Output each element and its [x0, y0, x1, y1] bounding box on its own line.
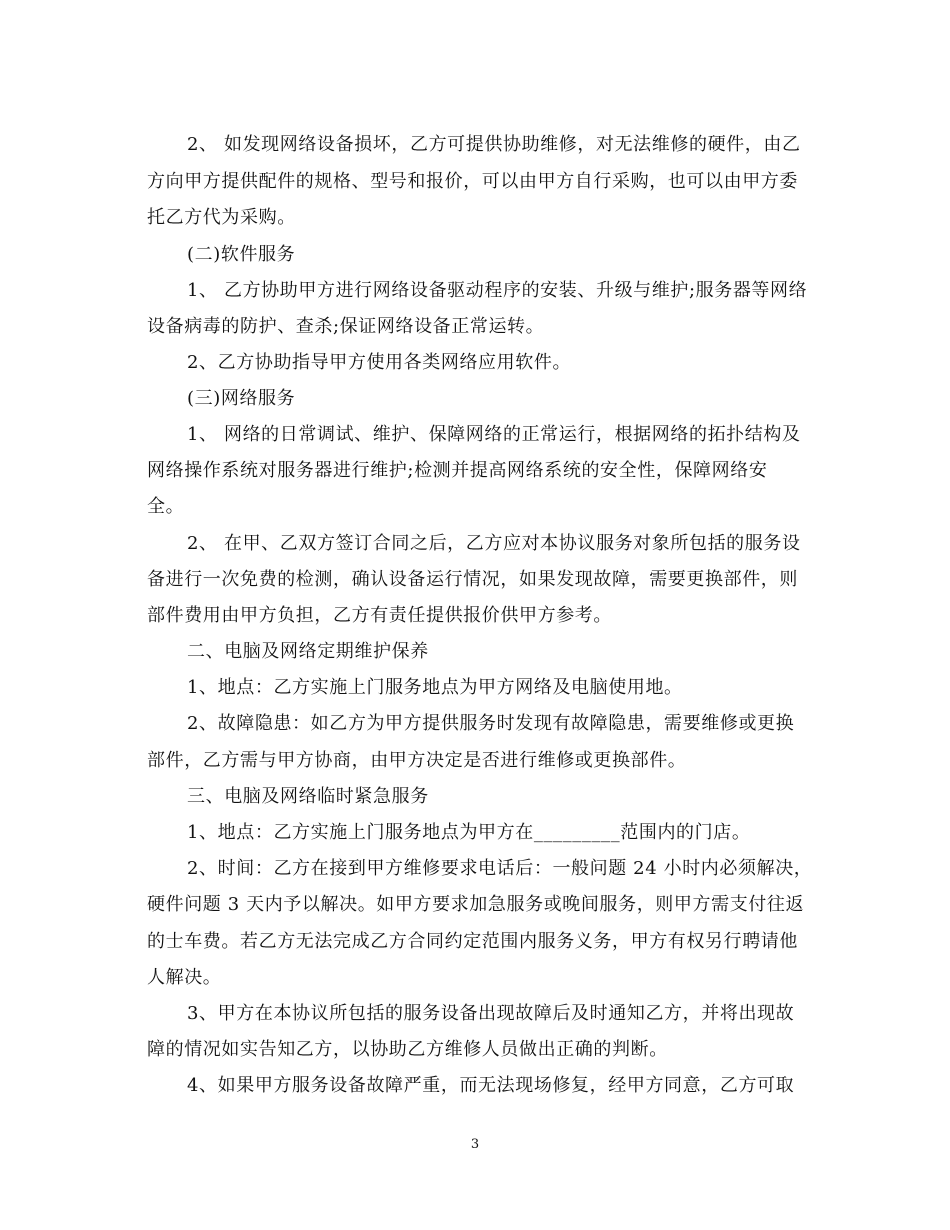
text-line: 全。: [147, 496, 185, 517]
text-line: 部件，乙方需与甲方协商，由甲方决定是否进行维修或更换部件。: [147, 750, 687, 771]
text-line: 设备病毒的防护、查杀;保证网络设备正常运转。: [147, 316, 545, 337]
text-line: 托乙方代为采购。: [147, 207, 296, 228]
text-line: 1、地点：乙方实施上门服务地点为甲方在_________范围内的门店。: [187, 822, 751, 843]
text-line: 2、乙方协助指导甲方使用各类网络应用软件。: [187, 352, 572, 373]
text-line: 方向甲方提供配件的规格、型号和报价，可以由甲方自行采购，也可以由甲方委: [147, 171, 798, 192]
section-heading: 二、电脑及网络定期维护保养: [187, 641, 429, 662]
text-line: 障的情况如实告知乙方，以协助乙方维修人员做出正确的判断。: [147, 1039, 668, 1060]
text-line: 2、故障隐患：如乙方为甲方提供服务时发现有故障隐患，需要维修或更换: [187, 713, 795, 734]
section-heading: 三、电脑及网络临时紧急服务: [187, 786, 429, 807]
page-number: 3: [470, 1137, 480, 1152]
text-line: 1、 网络的日常调试、维护、保障网络的正常运行，根据网络的拓扑结构及: [187, 424, 801, 445]
text-line: 人解决。: [147, 967, 222, 988]
text-line: 2、 如发现网络设备损坏，乙方可提供协助维修，对无法维修的硬件，由乙: [187, 134, 801, 155]
section-heading: (二)软件服务: [187, 244, 296, 265]
text-line: 3、甲方在本协议所包括的服务设备出现故障后及时通知乙方，并将出现故: [187, 1003, 795, 1024]
text-line: 硬件问题 3 天内予以解决。如甲方要求加急服务或晚间服务，则甲方需支付往返: [147, 894, 805, 915]
text-line: 2、时间：乙方在接到甲方维修要求电话后：一般问题 24 小时内必须解决，: [187, 858, 813, 879]
text-line: 1、地点：乙方实施上门服务地点为甲方网络及电脑使用地。: [187, 677, 683, 698]
section-heading: (三)网络服务: [187, 388, 296, 409]
text-line: 4、如果甲方服务设备故障严重，而无法现场修复，经甲方同意，乙方可取: [187, 1075, 795, 1096]
text-line: 部件费用由甲方负担，乙方有责任提供报价供甲方参考。: [147, 605, 612, 626]
text-line: 1、 乙方协助甲方进行网络设备驱动程序的安装、升级与维护;服务器等网络: [187, 280, 808, 301]
text-line: 的士车费。若乙方无法完成乙方合同约定范围内服务义务，甲方有权另行聘请他: [147, 931, 798, 952]
text-line: 备进行一次免费的检测，确认设备运行情况，如果发现故障，需要更换部件，则: [147, 569, 798, 590]
text-line: 网络操作系统对服务器进行维护;检测并提高网络系统的安全性，保障网络安: [147, 460, 768, 481]
text-line: 2、 在甲、乙双方签订合同之后，乙方应对本协议服务对象所包括的服务设: [187, 533, 801, 554]
